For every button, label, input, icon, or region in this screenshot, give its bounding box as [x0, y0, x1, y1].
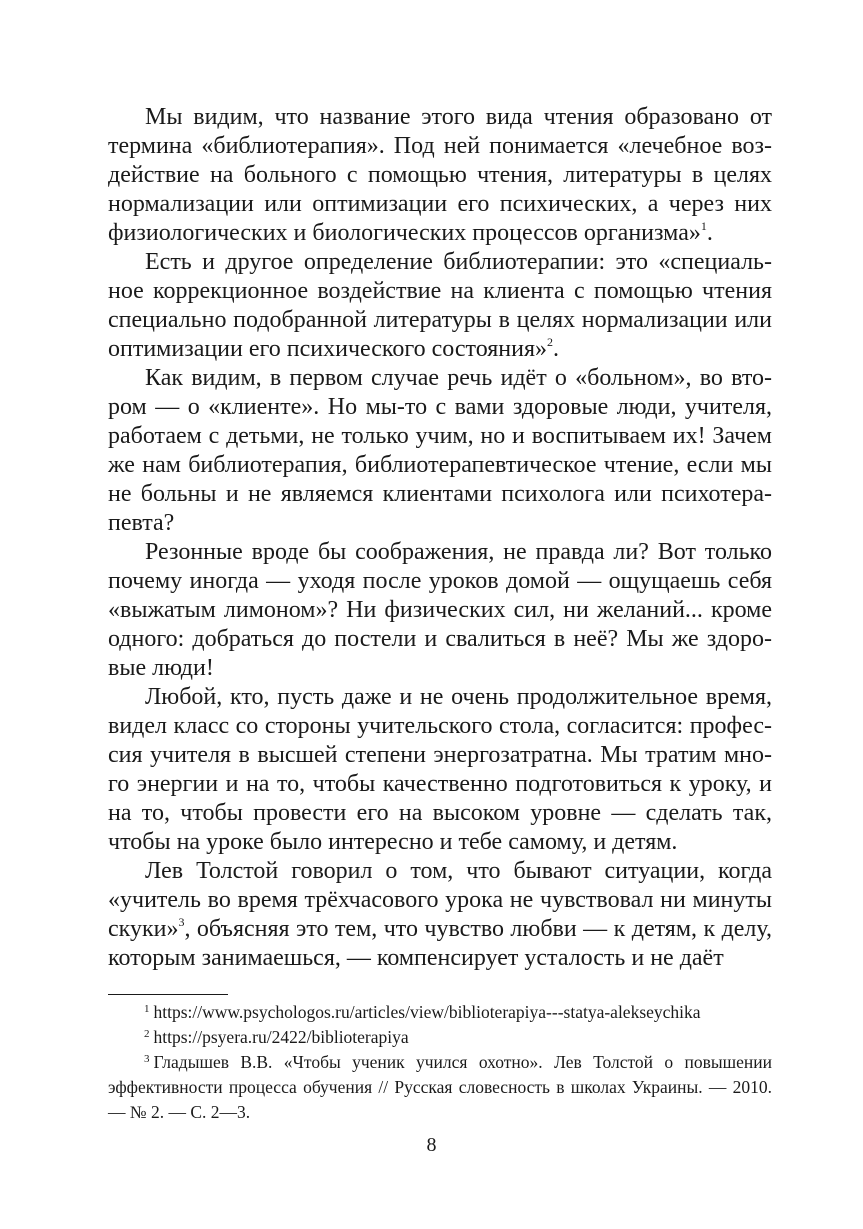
footnotes-section [108, 1000, 772, 1125]
paragraph-5-text: Любой, кто, пусть даже и не очень продолжительное время, видел класс со стороны учительского стола, согласится: профессия учителя в высшей степени энергозатратна. Мы тратим много энергии и на то, чтобы качественно подготовиться к уроку, и на то, чтобы провести его на высоком уровне — сделать так, чтобы на уроке было интересно и тебе самому, и детям. [108, 684, 772, 855]
footnote-2 [108, 1025, 772, 1050]
footnote-2-link[interactable]: https://psyera.ru/2422/biblioterapiya [153, 1027, 409, 1047]
paragraph-1-tail: . [706, 220, 713, 246]
footnote-ref-2[interactable]: 2 [547, 335, 553, 349]
paragraph-1 [108, 103, 772, 248]
footnote-divider [108, 994, 228, 995]
paragraph-2 [108, 248, 772, 364]
footnote-1-link[interactable]: https://www.psychologos.ru/articles/view/biblioterapiya---statya-alekseychika [153, 1002, 701, 1022]
footnote-2-mark: 2 [144, 1028, 150, 1040]
footnote-3 [108, 1050, 772, 1125]
paragraph-4 [108, 538, 772, 683]
footnote-ref-3[interactable]: 3 [178, 915, 185, 929]
paragraph-3 [108, 364, 772, 538]
footnote-1-mark: 1 [144, 1003, 150, 1015]
paragraph-4-text: Резонные вроде бы соображения, не правда ли? Вот только почему иногда — уходя после уроков домой — ощущаешь себя «выжатым лимоном»? Ни физических сил, ни желаний... кроме одного: добраться до постели и свалиться в неё? Мы же здоровые люди! [108, 539, 772, 681]
paragraph-2-text: Есть и другое определение библиотерапии: это «специальное коррекционное воздействие на клиента с помощью чтения специально подобранной литературы в целях нормализации или оптимизации его психического состояния» [108, 249, 772, 362]
paragraph-5 [108, 683, 772, 857]
footnote-3-mark: 3 [144, 1053, 150, 1065]
main-text [108, 103, 772, 973]
paragraph-1-text: Мы видим, что название этого вида чтения образовано от термина «библиотерапия». Под ней понимается «лечебное воздействие на больного с помощью чтения, литературы в целях нормализации или оптимизации его психических, а через них физиологических и биологических процессов организма» [108, 104, 772, 246]
paragraph-3-text: Как видим, в первом случае речь идёт о «больном», во втором — о «клиенте». Но мы-то с вами здоровые люди, учителя, работаем с детьми, не только учим, но и воспитываем их! Зачем же нам библиотерапия, библиотерапевтическое чтение, если мы не больны и не являемся клиентами психолога или психотерапевта? [108, 365, 772, 536]
footnote-1 [108, 1000, 772, 1025]
paragraph-2-tail: . [553, 336, 559, 362]
footnote-3-text: Гладышев В.В. «Чтобы ученик учился охотно». Лев Толстой о повышении эффективности процесса обучения // Русская словесность в школах Украины. — 2010. — № 2. — С. 2—3. [108, 1052, 772, 1122]
paragraph-6 [108, 857, 772, 973]
paragraph-6-tail: , объясняя это тем, что чувство любви — к детям, к делу, которым занимаешься, — компенсирует усталость и не даёт [108, 916, 772, 971]
paragraph-6-text: Лев Толстой говорил о том, что бывают ситуации, когда «учитель во время трёхчасового урока не чувствовал ни минуты скуки» [108, 858, 772, 942]
footnote-ref-1[interactable]: 1 [700, 219, 707, 233]
page-number: 8 [426, 1134, 437, 1156]
